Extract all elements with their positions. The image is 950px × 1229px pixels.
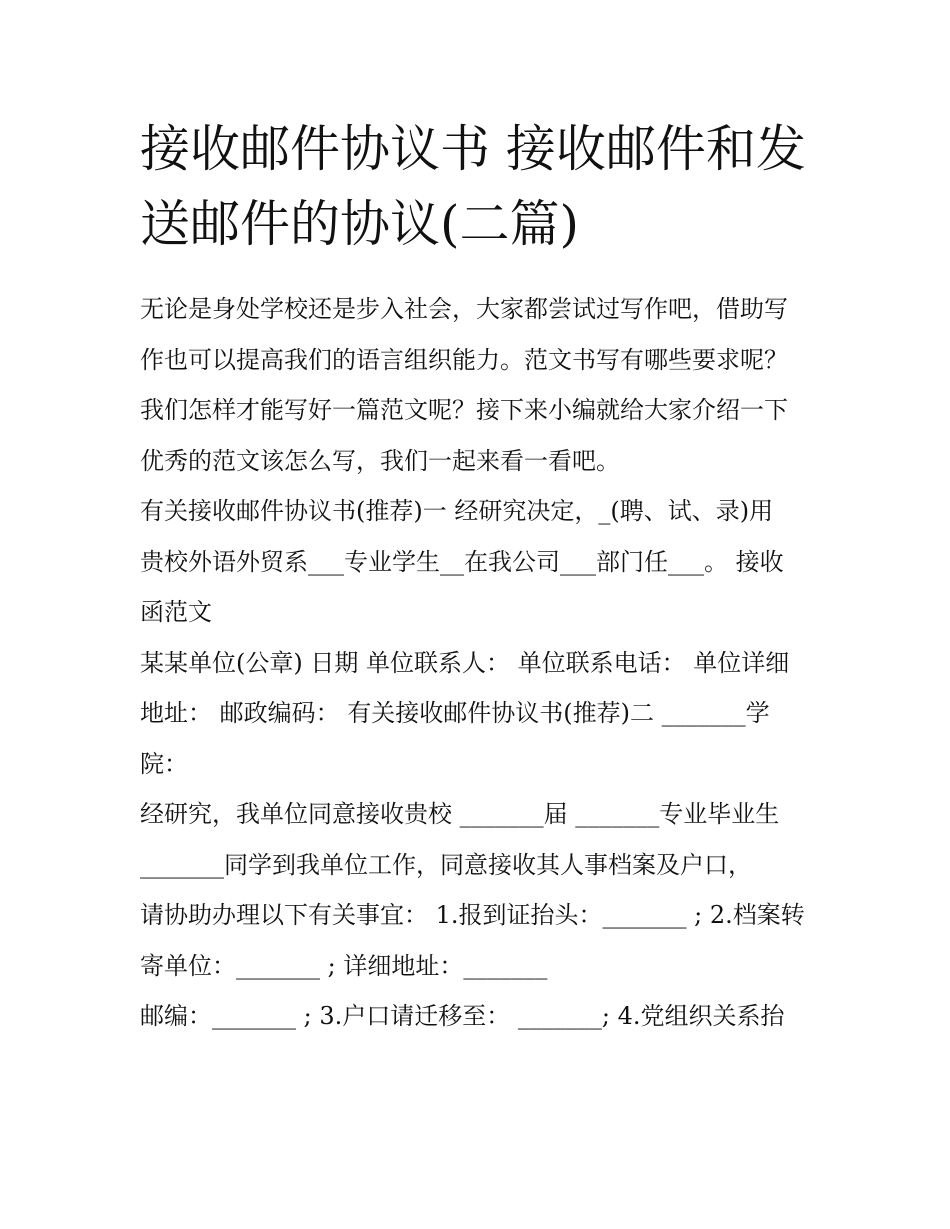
body-line-2: 作也可以提高我们的语言组织能力。范文书写有哪些要求呢？ [140,345,788,374]
body-line-14: 寄单位：_______ ; 详细地址：_______ [140,951,548,980]
body-line-7: 函范文 [140,598,212,626]
body-line-9: 地址： 邮政编码： 有关接收邮件协议书(推荐)二 _______学 [140,699,770,727]
body-line-15: 邮编：_______ ; 3.户口请迁移至： _______; 4.党组织关系抬 [140,1002,785,1030]
document-body [140,284,820,1042]
body-line-3: 我们怎样才能写好一篇范文呢？接下来小编就给大家介绍一下 [140,396,788,424]
body-line-13: 请协助办理以下有关事宜： 1.报到证抬头：_______ ; 2.档案转 [140,901,805,929]
body-line-12: _______同学到我单位工作，同意接收其人事档案及户口， [140,850,752,879]
document-content [140,112,820,1042]
body-line-10: 院： [140,749,188,778]
body-line-5: 有关接收邮件协议书(推荐)一 经研究决定，_(聘、试、录)用 [140,497,774,525]
body-line-11: 经研究，我单位同意接收贵校 _______届 _______专业毕业生 [140,800,780,828]
title-line-1: 接收邮件协议书 接收邮件和发 [140,120,806,178]
document-title [140,112,820,262]
body-line-1: 无论是身处学校还是步入社会，大家都尝试过写作吧，借助写 [140,295,788,323]
body-line-6: 贵校外语外贸系___专业学生__在我公司___部门任___。 接收 [140,547,784,576]
body-line-8: 某某单位(公章) 日期 单位联系人： 单位联系电话： 单位详细 [140,648,790,677]
title-line-2: 送邮件的协议(二篇) [140,195,580,253]
body-line-4: 优秀的范文该怎么写，我们一起来看一看吧。 [140,446,620,475]
